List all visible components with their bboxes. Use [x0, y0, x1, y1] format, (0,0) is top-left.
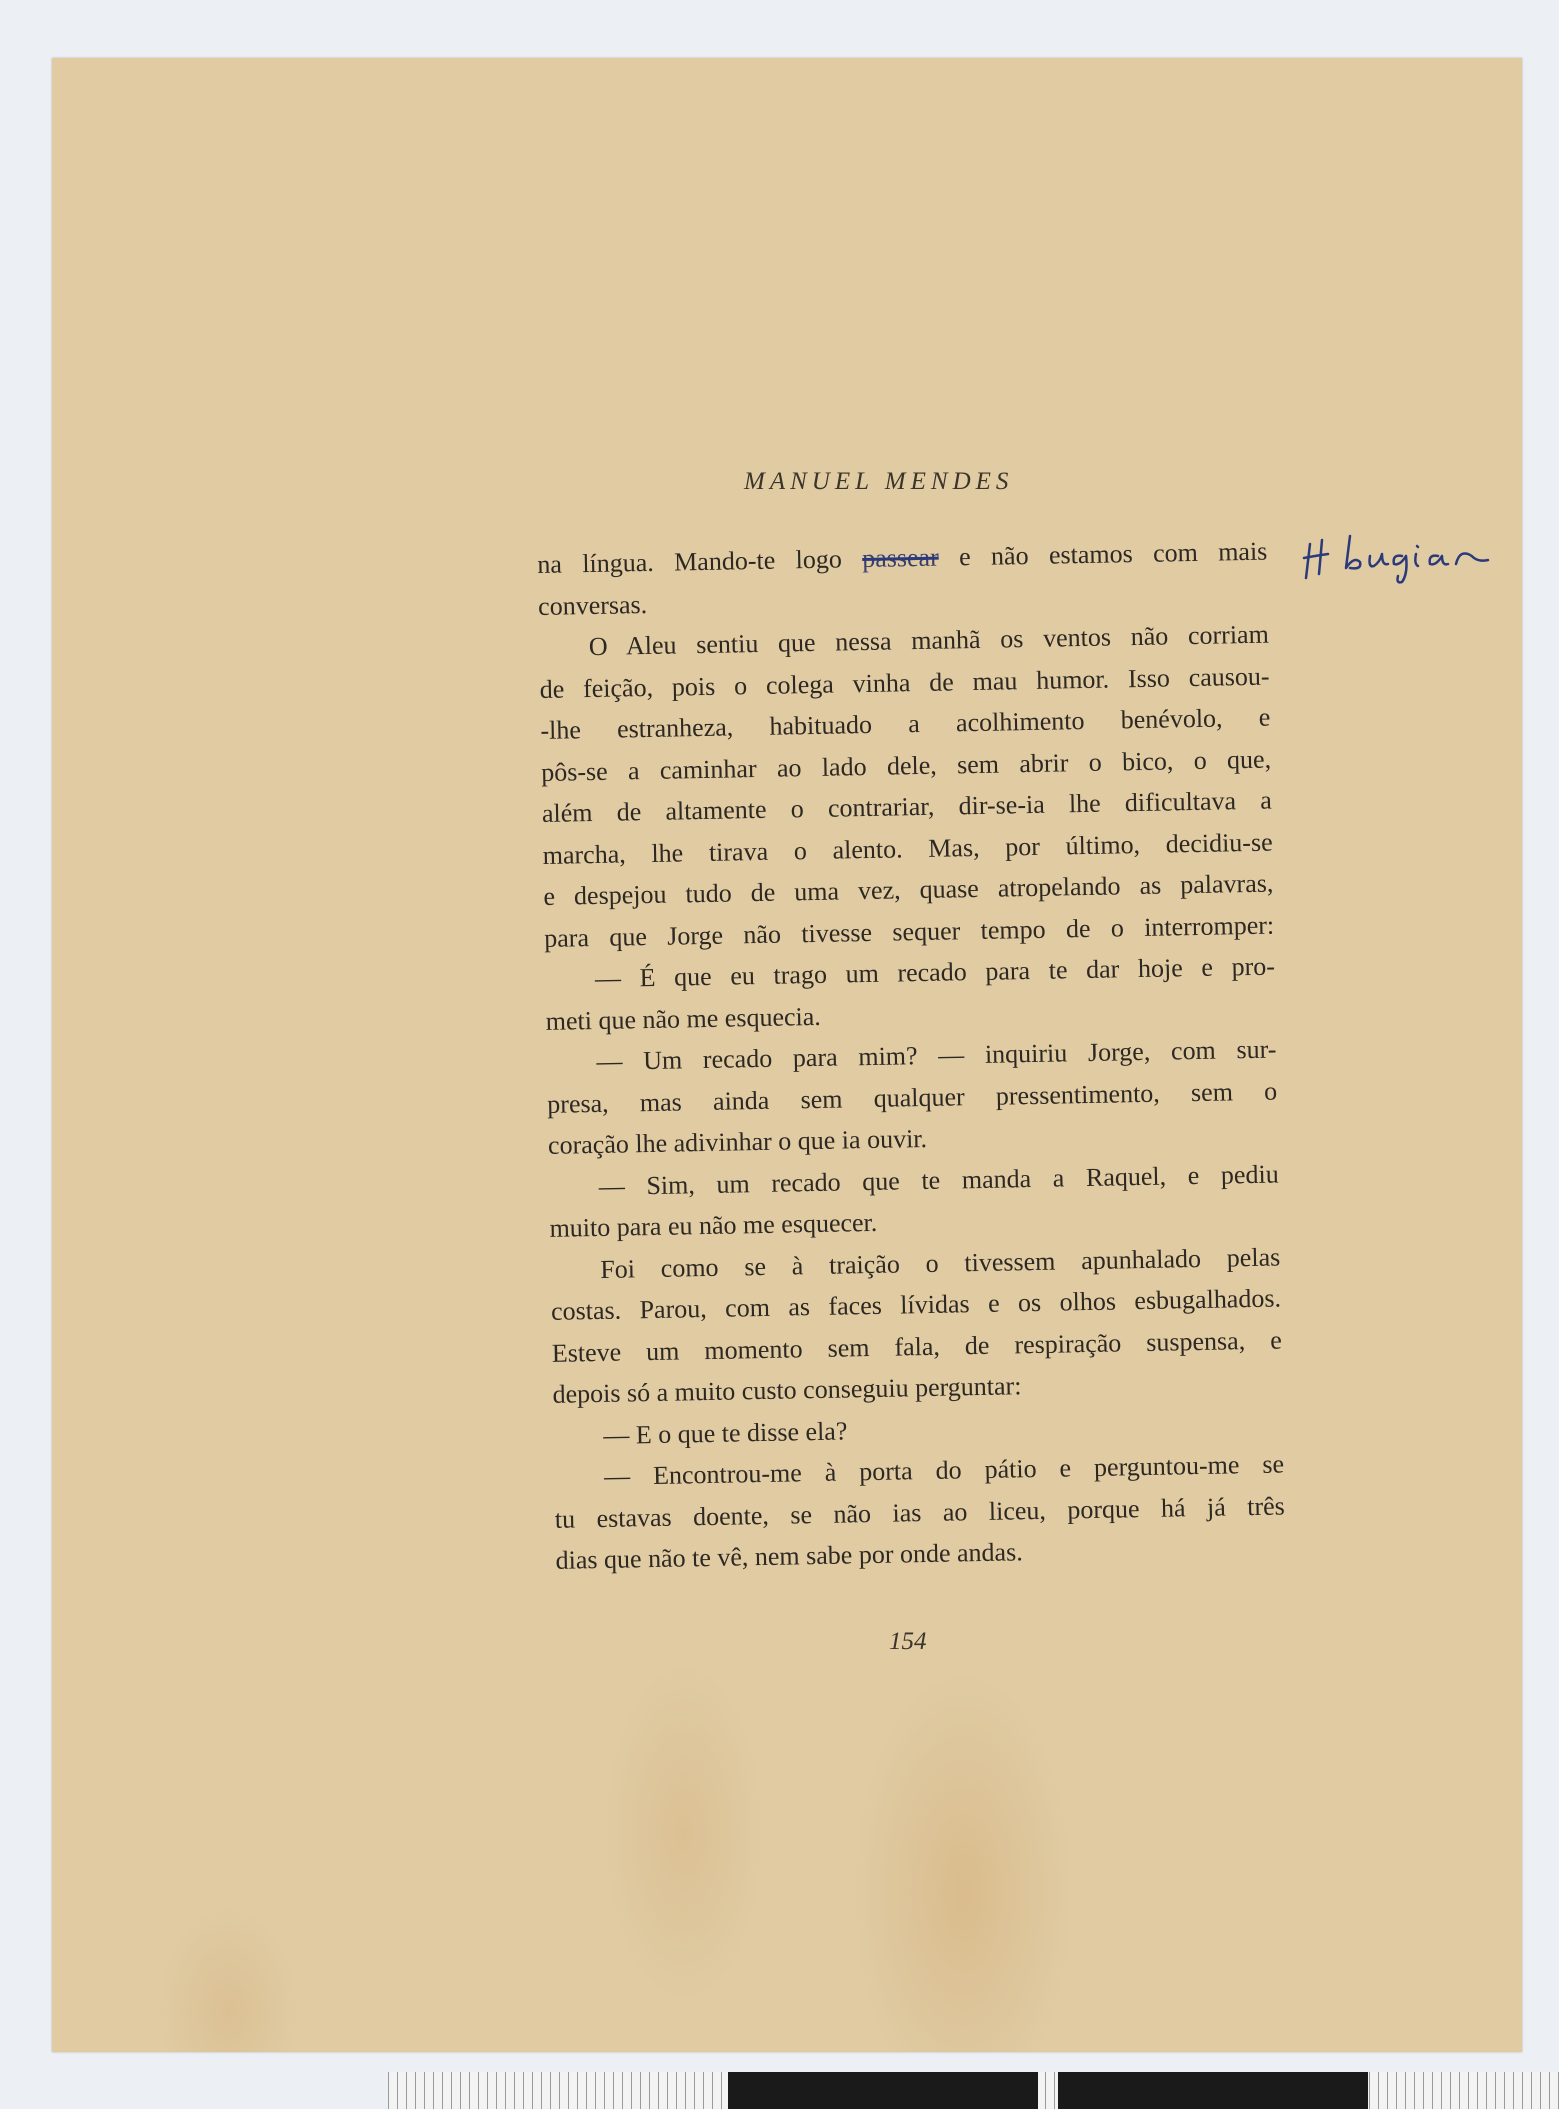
body-text	[537, 531, 1286, 1582]
text-line: de feição, pois o colega vinha de mau humor. Isso causou-	[539, 661, 1270, 704]
text-line: além de altamente o contrariar, dir-se-ia lhe dificultava a	[541, 785, 1273, 828]
text-line: -lhe estranheza, habituado a acolhimento benévolo, e	[540, 702, 1271, 745]
text-line: marcha, lhe tirava o alento. Mas, por último, decidiu-se	[542, 827, 1273, 870]
text-line: e despejou tudo de uma vez, quase atropelando as palavras,	[543, 868, 1274, 911]
ruler-black-segment	[1058, 2072, 1368, 2109]
page-number: 154	[889, 1628, 927, 1655]
text-line: costas. Parou, com as faces lívidas e os olhos esbugalhados.	[550, 1283, 1282, 1326]
text-line: tu estavas doente, se não ias ao liceu, porque há já três	[554, 1490, 1286, 1534]
text-line: — Encontrou-me à porta do pátio e perguntou-me se	[603, 1449, 1285, 1491]
text-line: muito para eu não me esquecer.	[549, 1207, 878, 1243]
struck-word: passear	[861, 542, 939, 574]
handwritten-margin-note	[1302, 526, 1492, 586]
text-line: dias que não te vê, nem sabe por onde andas.	[555, 1537, 1023, 1575]
text-line: O Aleu sentiu que nessa manhã os ventos não corriam	[588, 619, 1270, 662]
text-line: — É que eu trago um recado para te dar hoje e pro-	[594, 951, 1276, 994]
text-line: conversas.	[537, 589, 648, 621]
text-line: presa, mas ainda sem qualquer pressentimento, sem o	[546, 1076, 1278, 1119]
text-line: Esteve um momento sem fala, de respiração suspensa, e	[551, 1324, 1282, 1368]
text-line: meti que não me esquecia.	[545, 1001, 822, 1036]
text-line: para que Jorge não tivesse sequer tempo de o interromper:	[543, 910, 1275, 953]
text-line: Foi como se à traição o tivessem apunhalado pelas	[600, 1242, 1281, 1284]
text-line: na língua. Mando-te logo passear e não estamos com mais	[537, 536, 1268, 579]
text-line: — Sim, um recado que te manda a Raquel, e pediu	[598, 1159, 1279, 1201]
text-line: — Um recado para mim? — inquiriu Jorge, com sur-	[596, 1034, 1277, 1076]
text-line: pôs-se a caminhar ao lado dele, sem abrir o bico, o que,	[540, 744, 1272, 787]
text-line: — E o que te disse ela?	[603, 1415, 848, 1450]
text-line: depois só a muito custo conseguiu perguntar:	[552, 1371, 1022, 1409]
document-page	[52, 58, 1522, 2052]
running-head: MANUEL MENDES	[744, 468, 1014, 495]
text-line: coração lhe adivinhar o que ia ouvir.	[547, 1123, 928, 1160]
ruler-black-segment	[728, 2072, 1038, 2109]
color-calibration-ruler	[388, 2072, 1559, 2109]
